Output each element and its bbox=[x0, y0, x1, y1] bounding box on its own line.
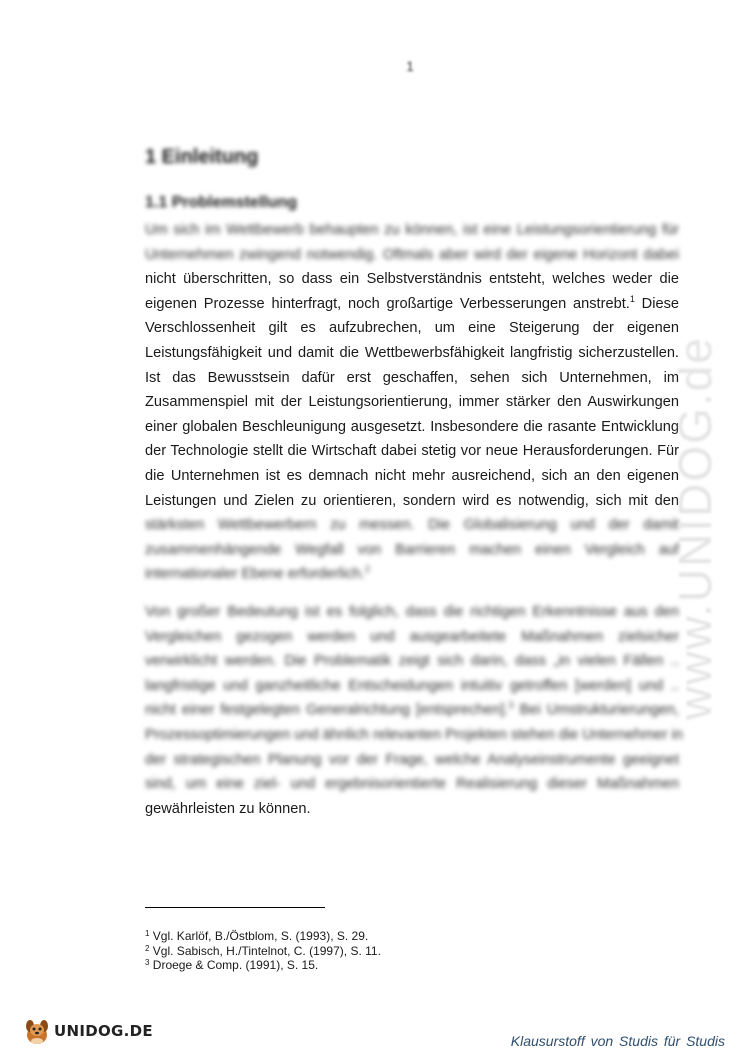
footnote-number: 1 bbox=[145, 929, 150, 938]
paragraph-2 bbox=[145, 600, 683, 821]
footnote-ref: 2 bbox=[364, 564, 370, 575]
text-line: sind, um eine ziel- und ergebnisorientierte Realisierung dieser Maßnahmen bbox=[145, 776, 679, 793]
dog-mascot-icon bbox=[22, 1016, 52, 1046]
footnote-ref: 1 bbox=[629, 293, 635, 304]
text-line: einer globalen Beschleunigung ausgesetzt. Insbesondere die rasante Entwicklung bbox=[145, 418, 679, 435]
text-line: Um sich im Wettbewerb behaupten zu können, ist eine Leistungsorientierung für bbox=[145, 222, 679, 238]
text-line: Leistungsfähigkeit und damit die Wettbewerbsfähigkeit langfristig sicherzustellen. bbox=[145, 344, 679, 361]
text-line: stärksten Wettbewerbern zu messen. Die Globalisierung und der damit bbox=[145, 517, 679, 534]
text-line: langfristige und ganzheitliche Entscheidungen intuitiv getroffen [werden] und .. bbox=[145, 677, 679, 694]
footnote-number: 3 bbox=[145, 958, 150, 967]
footnote-text: Vgl. Karlöf, B./Östblom, S. (1993), S. 29. bbox=[152, 929, 369, 943]
text-segment: eigenen Prozesse hinterfragt, noch großartige Verbesserungen anstrebt. bbox=[145, 295, 630, 312]
text-line bbox=[145, 698, 679, 723]
text-line: zusammenhängende Wegfall von Barrieren machen einen Vergleich auf bbox=[145, 541, 679, 558]
text-line: Vergleichen gezogen werden und ausgearbeitete Maßnahmen zielsicher bbox=[145, 628, 679, 645]
text-line bbox=[145, 562, 679, 587]
text-line: Verschlossenheit gilt es aufzubrechen, um eine Steigerung der eigenen bbox=[145, 320, 679, 337]
text-line: Leistungen und Zielen zu orientieren, sondern wird es notwendig, sich mit den bbox=[145, 492, 679, 509]
text-segment: nicht einer festgelegten Generalrichtung [entsprechen]. bbox=[145, 702, 509, 719]
footnote bbox=[145, 944, 381, 959]
text-line: Prozessoptimierungen und ähnlich relevanten Projekten stehen die Unternehmer in bbox=[145, 726, 683, 743]
footnotes bbox=[145, 929, 381, 973]
text-line: Ist das Bewusstsein dafür erst geschaffen, sehen sich Unternehmen, im bbox=[145, 369, 679, 386]
paragraph-1 bbox=[145, 218, 679, 587]
footnote-text: Droege & Comp. (1991), S. 15. bbox=[152, 958, 319, 972]
text-line: Unternehmen zwingend notwendig. Oftmals aber wird der eigene Horizont dabei bbox=[145, 246, 679, 263]
section-heading: 1.1 Problemstellung bbox=[145, 194, 298, 211]
text-line: die Unternehmen ist es demnach nicht mehr ausreichend, sich an den eigenen bbox=[145, 467, 679, 484]
footnote-divider bbox=[145, 907, 325, 908]
tagline: Klausurstoff von Studis für Studis bbox=[510, 1033, 725, 1049]
text-line bbox=[145, 292, 679, 317]
footnote bbox=[145, 958, 381, 973]
text-line: Zusammenspiel mit der Leistungsorientierung, immer stärker den Auswirkungen bbox=[145, 394, 679, 411]
footnote-text: Vgl. Sabisch, H./Tintelnot, C. (1997), S. 11. bbox=[152, 943, 381, 958]
text-segment: Diese bbox=[641, 295, 679, 312]
text-line: der strategischen Planung vor der Frage, welche Analyseinstrumente geeignet bbox=[145, 751, 679, 768]
text-line: gewährleisten zu können. bbox=[145, 800, 311, 817]
text-line: verwirklicht werden. Die Problematik zeigt sich darin, dass „in vielen Fällen .. bbox=[145, 653, 679, 670]
logo-text: UNIDOG.DE bbox=[54, 1022, 153, 1040]
unidog-logo[interactable] bbox=[22, 1016, 153, 1046]
text-segment: internationaler Ebene erforderlich. bbox=[145, 566, 365, 583]
footnote-ref: 3 bbox=[508, 700, 514, 711]
text-line: nicht überschritten, so dass ein Selbstverständnis entsteht, welches weder die bbox=[145, 271, 679, 288]
chapter-heading: 1 Einleitung bbox=[145, 146, 259, 168]
text-segment: Bei Umstrukturierungen, bbox=[519, 702, 679, 719]
text-line: Von großer Bedeutung ist es folglich, dass die richtigen Erkenntnisse aus den bbox=[145, 604, 679, 620]
text-line: der Technologie stellt die Wirtschaft dabei stetig vor neue Herausforderungen. Für bbox=[145, 443, 679, 460]
footnote bbox=[145, 929, 381, 944]
footnote-number: 2 bbox=[145, 943, 150, 953]
watermark: www.UNIDOG.de bbox=[669, 336, 721, 720]
page-number: 1 bbox=[406, 58, 414, 74]
